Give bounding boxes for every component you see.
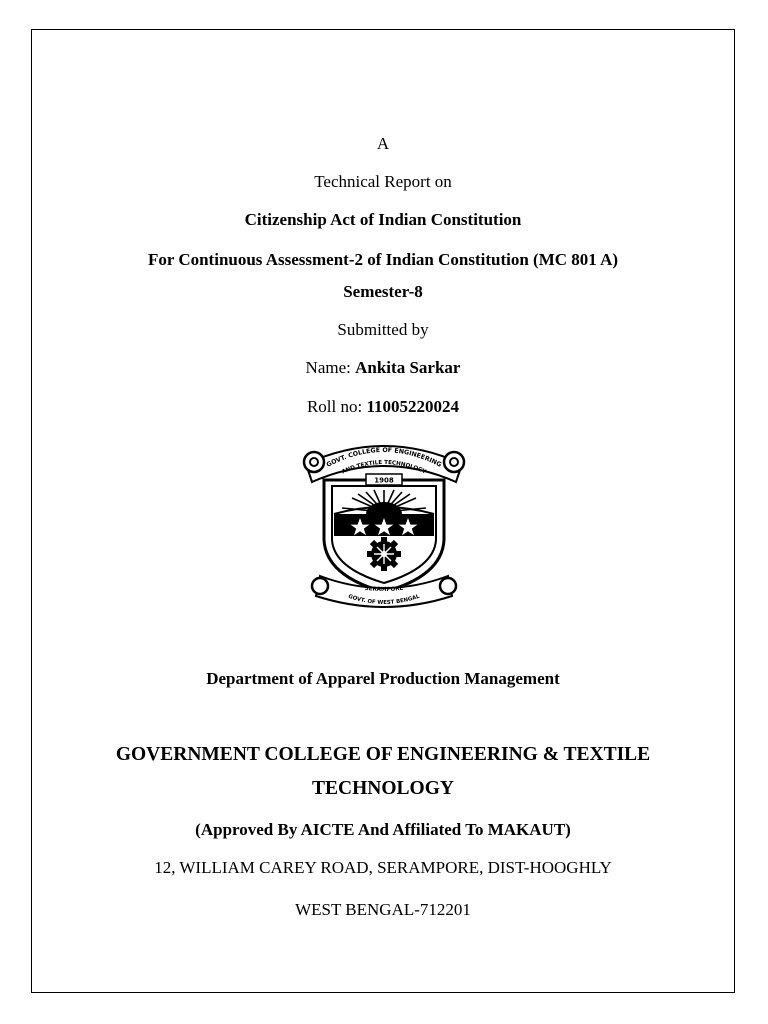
roll-label: Roll no: <box>306 397 367 416</box>
college-name-line1: GOVERNMENT COLLEGE OF ENGINEERING & TEXTILE <box>115 744 651 765</box>
address-line2: WEST BENGAL-712201 <box>295 900 471 919</box>
approval-note: (Approved By AICTE And Affiliated To MAKAUT) <box>195 820 571 839</box>
report-topic: Citizenship Act of Indian Constitution <box>244 210 522 229</box>
student-name <box>31 358 735 378</box>
department: Department of Apparel Production Management <box>206 669 560 688</box>
semester: Semester-8 <box>343 282 423 301</box>
submitted-by: Submitted by <box>337 320 429 339</box>
crest-top-line2: AND TEXTILE TECHNOLOGY <box>341 459 427 476</box>
assessment-title: For Continuous Assessment-2 of Indian Constitution (MC 801 A) <box>147 250 619 269</box>
crest-year: 1908 <box>374 476 394 485</box>
college-name-line2: TECHNOLOGY <box>312 778 454 799</box>
report-type: Technical Report on <box>314 172 452 191</box>
college-crest-icon <box>296 440 472 612</box>
roll-number <box>31 397 735 417</box>
name-label: Name: <box>305 358 356 377</box>
crest-top-line1: GOVT. COLLEGE OF ENGINEERING <box>325 446 443 469</box>
crest-bottom-line1: SERAMPORE <box>364 585 404 594</box>
crest-bottom-line2: GOVT. OF WEST BENGAL <box>347 593 421 607</box>
name-value: Ankita Sarkar <box>355 358 461 377</box>
address-line1: 12, WILLIAM CAREY ROAD, SERAMPORE, DIST-HOOGHLY <box>154 858 612 877</box>
roll-value: 11005220024 <box>366 397 460 416</box>
cover-article: A <box>376 134 390 153</box>
